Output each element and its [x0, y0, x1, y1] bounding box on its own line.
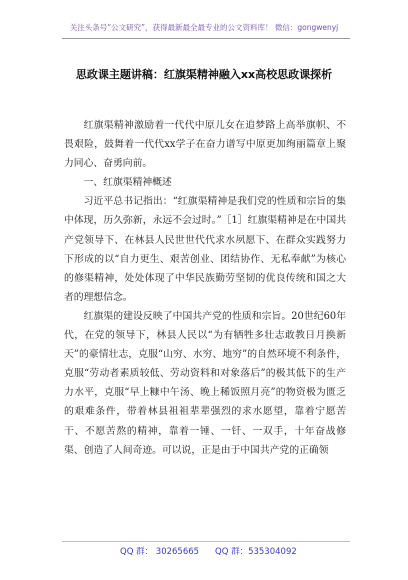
header-divider	[62, 38, 350, 39]
footer-qq-group-2: QQ 群：535304092	[215, 547, 297, 557]
section-heading-1: 一、红旗渠精神概述	[83, 177, 172, 189]
footer-qq-group-1: QQ 群： 30265665	[120, 547, 200, 557]
paragraph-intro: 红旗渠精神激励着一代代中原儿女在追梦路上高举旗帜、不畏艰险，鼓舞着一代代xx学子在奋力谱写中原更加绚丽篇章上聚力同心、奋勇向前。	[64, 120, 346, 170]
header-promo-note: 关注头条号“公文研究”，获得最新最全最专业的公文资料库！ 微信：gongwenyj	[69, 23, 339, 32]
document-title: 思政课主题讲稿：红旗渠精神融入xx高校思政课探析	[75, 68, 333, 81]
paragraph-quote: 习近平总书记指出：“红旗渠精神是我们党的性质和宗旨的集中体现，历久弥新，永远不会过时。”［1］红旗渠精神是在中国共产党领导下、在林县人民世世代代求水夙愿下、在群众实践努力下形成的以“自力更生、艰苦创业、团结协作、无私奉献”为核心的修渠精神，处处体现了中华民族勤劳坚韧的优良传统和国之大者的理想信念。	[64, 196, 346, 303]
footer-divider	[62, 541, 350, 542]
footer	[0, 545, 408, 559]
paragraph-history: 红旗渠的建设反映了中国共产党的性质和宗旨。20世纪60年代，在党的领导下，林县人民以“为有牺牲多壮志敢教日月换新天”的豪情壮志，克服“山穷、水穷、地穷”的自然环境不利条件，克服“劳动者素质较低、劳动资料和对象落后”的极其低下的生产力水平，克服“早上糠中午汤、晚上稀饭照月亮”的物资极为匮乏的艰难条件，带着林县祖祖辈辈强烈的求水愿望，靠着宁愿苦干、不愿苦熬的精神，靠着一锤、一钎、一双手，十年奋战修渠、创造了人间奇迹。可以说，正是由于中国共产党的正确领	[64, 310, 346, 456]
document-body	[64, 116, 346, 460]
